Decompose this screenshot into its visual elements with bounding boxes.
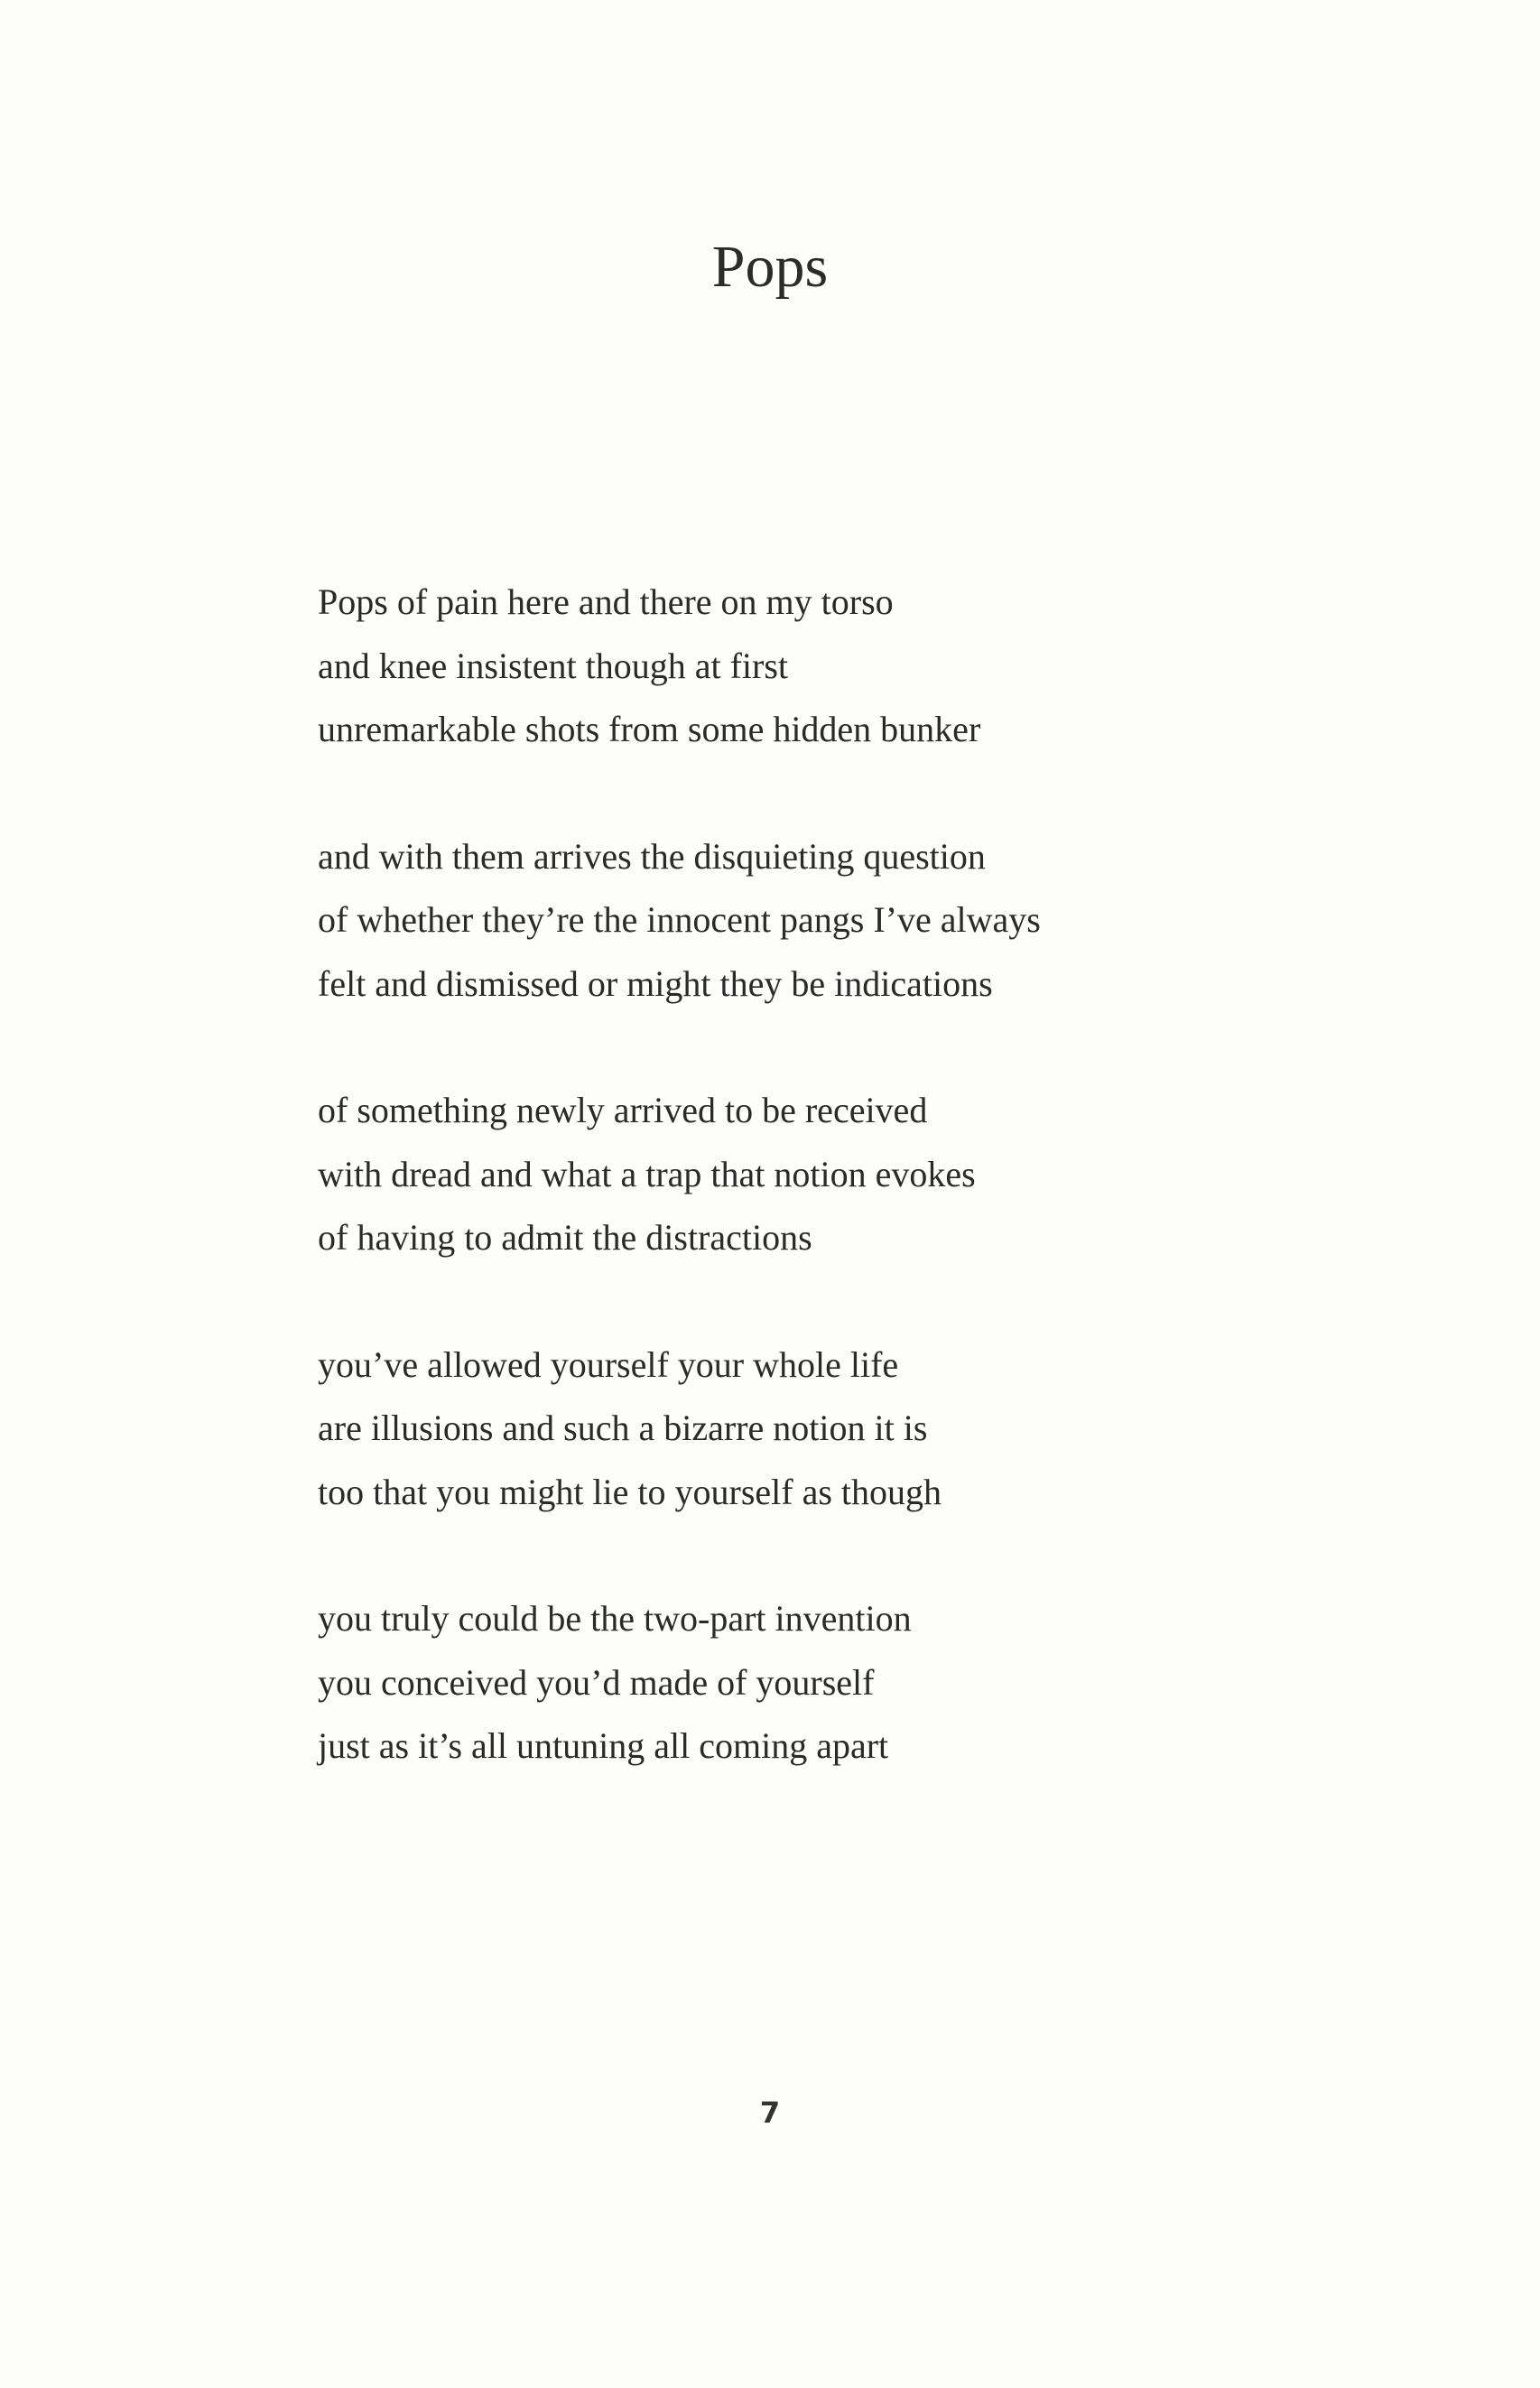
poem-line: felt and dismissed or might they be indications: [318, 962, 993, 1004]
poem-body: [318, 571, 1311, 1842]
poem-line: and knee insistent though at first: [318, 645, 789, 686]
poem-line: of having to admit the distractions: [318, 1217, 812, 1258]
stanza-1: [318, 571, 1311, 762]
poem-line: unremarkable shots from some hidden bunker: [318, 709, 981, 749]
poem-title: Pops: [711, 234, 829, 300]
stanza-2: [318, 825, 1311, 1017]
poem-line: you’ve allowed yourself your whole life: [318, 1343, 899, 1385]
poem-line: are illusions and such a bizarre notion it is: [318, 1408, 928, 1448]
poem-line: too that you might lie to yourself as though: [318, 1471, 942, 1512]
stanza-4: [318, 1333, 1311, 1525]
poem-line: of something newly arrived to be received: [318, 1090, 928, 1130]
poem-line: you truly could be the two-part invention: [318, 1598, 912, 1639]
page-number: 7: [759, 2095, 781, 2130]
stanza-3: [318, 1079, 1311, 1270]
poem-line: you conceived you’d made of yourself: [318, 1661, 875, 1703]
poem-line: just as it’s all untuning all coming apart: [318, 1725, 889, 1766]
stanza-5: [318, 1587, 1311, 1779]
poem-line: with dread and what a trap that notion evokes: [318, 1153, 976, 1194]
poem-line: Pops of pain here and there on my torso: [318, 581, 894, 622]
poem-line: and with them arrives the disquieting question: [318, 835, 986, 877]
poem-line: of whether they’re the innocent pangs I’ve always: [318, 899, 1041, 940]
